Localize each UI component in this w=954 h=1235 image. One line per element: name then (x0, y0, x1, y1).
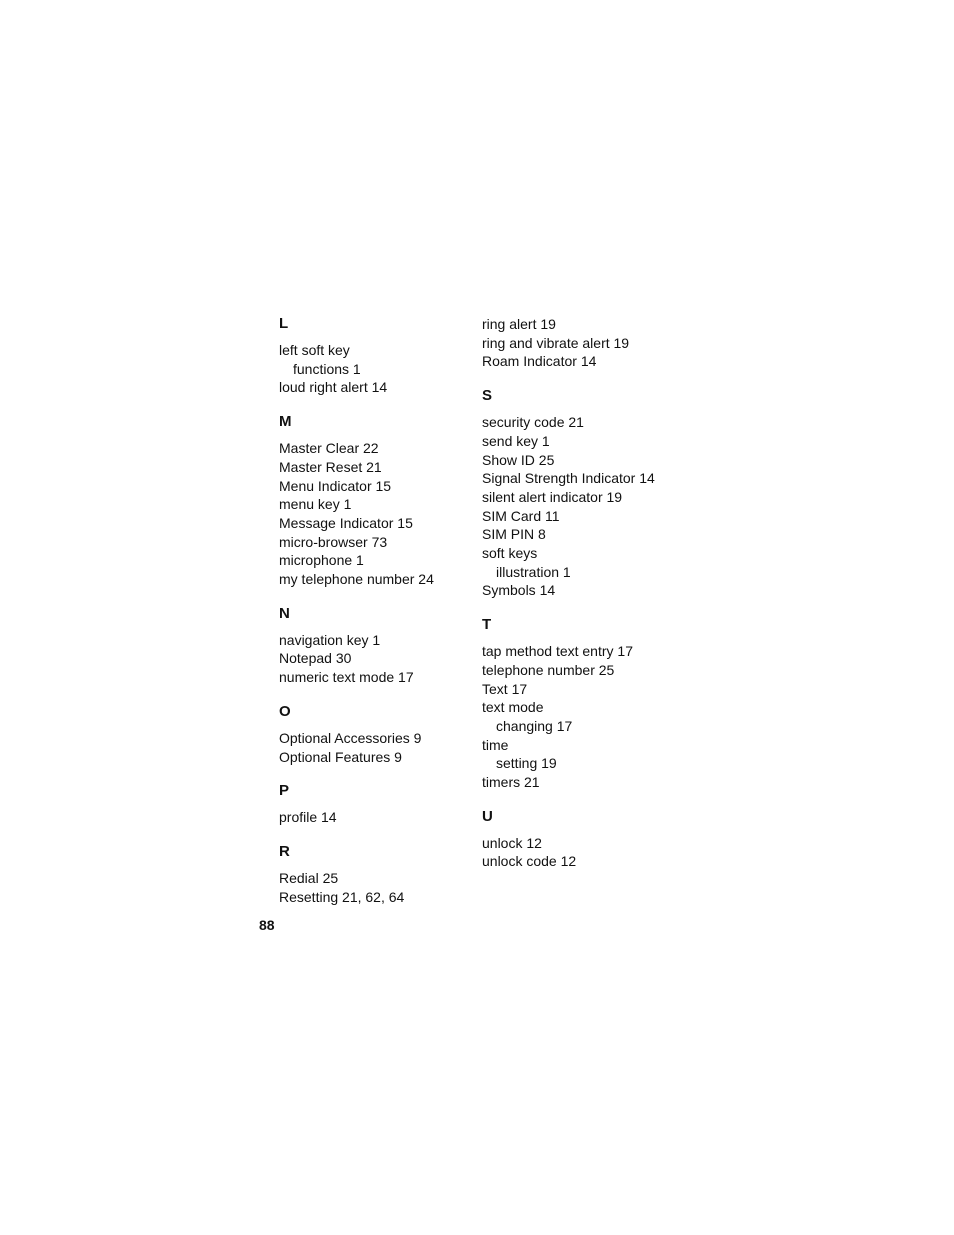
index-entry: numeric text mode 17 (279, 669, 414, 686)
index-letter-heading: T (482, 616, 492, 634)
index-letter-heading: O (279, 702, 291, 720)
index-entry: ring alert 19 (482, 316, 556, 332)
index-entry: loud right alert 14 (279, 379, 388, 396)
index-entry: time (482, 736, 509, 753)
index-entry: navigation key 1 (279, 631, 381, 648)
index-column-left (279, 315, 479, 922)
index-subentry: setting 19 (496, 755, 557, 772)
index-entry: my telephone number 24 (279, 571, 434, 588)
index-entry: soft keys (482, 545, 538, 562)
index-entry: security code 21 (482, 414, 584, 431)
index-entry: telephone number 25 (482, 661, 615, 678)
index-letter-heading: S (482, 387, 493, 405)
index-entry: Redial 25 (279, 869, 339, 886)
index-group-r (279, 843, 479, 906)
index-group-continued (482, 315, 682, 371)
index-letter-heading: N (279, 604, 290, 622)
index-entry: Roam Indicator 14 (482, 353, 597, 370)
index-entry: Master Reset 21 (279, 458, 382, 475)
index-group-m (279, 413, 479, 589)
index-letter-heading: U (482, 807, 493, 825)
index-letter-heading: R (279, 842, 290, 860)
index-entry: menu key 1 (279, 496, 352, 513)
index-entry: Notepad 30 (279, 650, 352, 667)
index-entry: Symbols 14 (482, 582, 556, 599)
index-subentry: changing 17 (496, 717, 573, 734)
index-entry: tap method text entry 17 (482, 643, 633, 660)
index-entry: Master Clear 22 (279, 440, 379, 457)
index-entry: microphone 1 (279, 552, 364, 569)
index-entry: profile 14 (279, 809, 337, 826)
index-entry: Resetting 21, 62, 64 (279, 888, 405, 905)
index-group-o (279, 703, 479, 766)
index-entry: timers 21 (482, 774, 540, 791)
index-group-u (482, 808, 682, 871)
index-letter-heading: M (279, 413, 292, 431)
index-entry: silent alert indicator 19 (482, 488, 623, 505)
index-entry: Message Indicator 15 (279, 514, 413, 531)
index-group-s (482, 387, 682, 600)
index-entry: micro-browser 73 (279, 533, 388, 550)
index-entry: Optional Accessories 9 (279, 729, 422, 746)
index-entry: Menu Indicator 15 (279, 477, 392, 494)
index-column-right (482, 315, 682, 887)
page-number: 88 (259, 917, 275, 933)
index-group-t (482, 616, 682, 792)
index-entry: ring and vibrate alert 19 (482, 334, 630, 351)
index-entry: Show ID 25 (482, 451, 555, 468)
index-entry: SIM PIN 8 (482, 526, 546, 543)
index-entry: text mode (482, 699, 544, 716)
index-group-n (279, 605, 479, 687)
index-subentry: functions 1 (293, 360, 361, 377)
index-entry: SIM Card 11 (482, 507, 560, 524)
index-letter-heading: L (279, 315, 289, 332)
index-subentry: illustration 1 (496, 563, 571, 580)
index-entry: Signal Strength Indicator 14 (482, 470, 655, 487)
index-entry: left soft key (279, 342, 350, 358)
index-entry: Text 17 (482, 680, 528, 697)
index-group-p (279, 782, 479, 827)
index-entry: unlock code 12 (482, 853, 577, 870)
index-entry: send key 1 (482, 432, 550, 449)
index-entry: unlock 12 (482, 834, 542, 851)
index-entry: Optional Features 9 (279, 748, 402, 765)
index-group-l (279, 315, 479, 397)
index-letter-heading: P (279, 782, 290, 800)
